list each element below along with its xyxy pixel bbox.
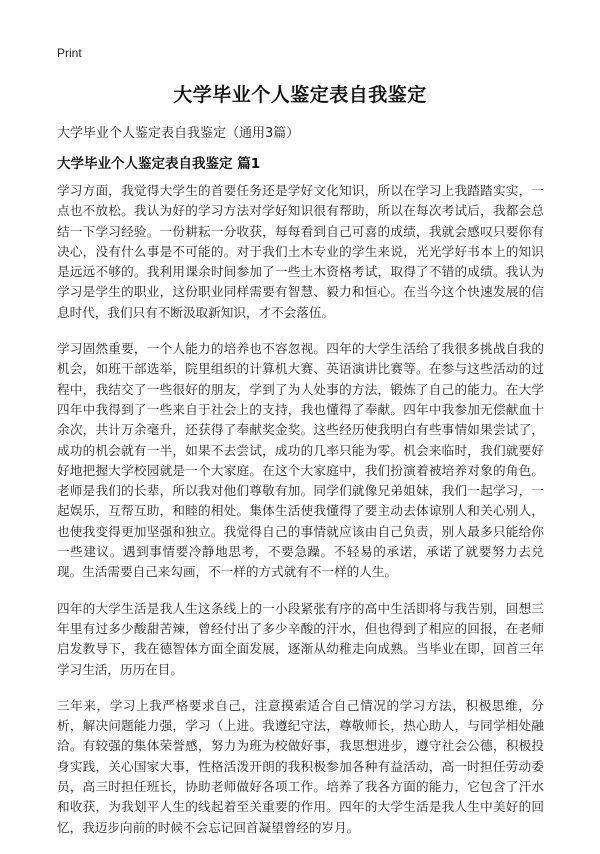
paragraph-2: 学习固然重要，一个人能力的培养也不容忽视。四年的大学生活给了我很多挑战自我的机会，如班干部选举，院里组织的计算机大赛、英语演讲比赛等。在参与这些活动的过程中，我结交了一些很好的朋友，学到了为人处事的方法，锻炼了自己的能力。在大学四年中我得到了一些来自于社会上的支持，我也懂得了奉献。四年中我参加无偿献血十余次，共计万余毫升，还获得了奉献奖金奖。这些经历使我明白有些事情如果尝试了，成功的机会就有一半，如果不去尝试，成功的几率只能为零。机会来临时，我们就要好好地把握大学校园就是一个大家庭。在这个大家庭中，我们扮演着被培养对象的角色。老师是我们的长辈，所以我对他们尊敬有加。同学们就像兄弟姐妹，我们一起学习，一起娱乐，互帮互助，和睦的相处。集体生活使我懂得了要主动去体谅别人和关心别人，也使我变得更加坚强和独立。我觉得自己的事情就应该由自己负责，别人最多只能给你一些建议。遇到事情要冷静地思考，不要急躁。不轻易的承诺，承诺了就要努力去兑现。生活需要自己来勾画，不一样的方式就有不一样的人生。 (57, 341, 544, 580)
page-title: 大学毕业个人鉴定表自我鉴定 (173, 84, 427, 106)
document-subtitle: 大学毕业个人鉴定表自我鉴定（通用3篇） (57, 126, 300, 141)
paragraph-4: 三年来，学习上我严格要求自己，注意摸索适合自己情况的学习方法，积极思维，分析，解决问题能力强，学习（上进。我遵纪守法，尊敬师长，热心助人，与同学相处融洽。有较强的集体荣誉感，努力为班为校做好事，我思想进步，遵守社会公德，积极投身实践，关心国家大事，性格活泼开朗的我积极参加各种有益活动，高一时担任劳动委员，高三时担任班长，协助老师做好各项工作。培养了我各方面的能力，它包含了汗水和收获，为我划平人生的线起着至关重要的作用。四年的大学生活是我人生中美好的回忆，我迈步向前的时候不会忘记回首凝望曾经的岁月。 (57, 697, 544, 835)
section-heading: 大学毕业个人鉴定表自我鉴定 篇1 (57, 156, 261, 172)
paragraph-3: 四年的大学生活是我人生这条线上的一小段紧张有序的高中生活即将与我告别，回想三年里有过多少酸甜苦辣，曾经付出了多少辛酸的汗水，但也得到了相应的回报，在老师启发教导下，我在德智体方面全面发展，逐渐从幼稚走向成熟。当毕业在即，回首三年学习生活，历历在目。 (57, 600, 544, 677)
document-body (57, 181, 544, 854)
paragraph-1: 学习方面，我觉得大学生的首要任务还是学好文化知识，所以在学习上我踏踏实实，一点也不放松。我认为好的学习方法对学好知识很有帮助，所以在每次考试后，我都会总结一下学习经验。一份耕耘一分收获，每每看到自己可喜的成绩，我就会感叹只要你有决心，没有什么事是不可能的。对于我们土木专业的学生来说，光光学好书本上的知识是远远不够的。我利用课余时间参加了一些土木资格考试，取得了不错的成绩。我认为学习是学生的职业，这份职业同样需要有智慧、毅力和恒心。在当今这个快速发展的信息时代，我们只有不断汲取新知识，才不会落伍。 (57, 183, 544, 320)
print-link[interactable]: Print (57, 46, 82, 60)
